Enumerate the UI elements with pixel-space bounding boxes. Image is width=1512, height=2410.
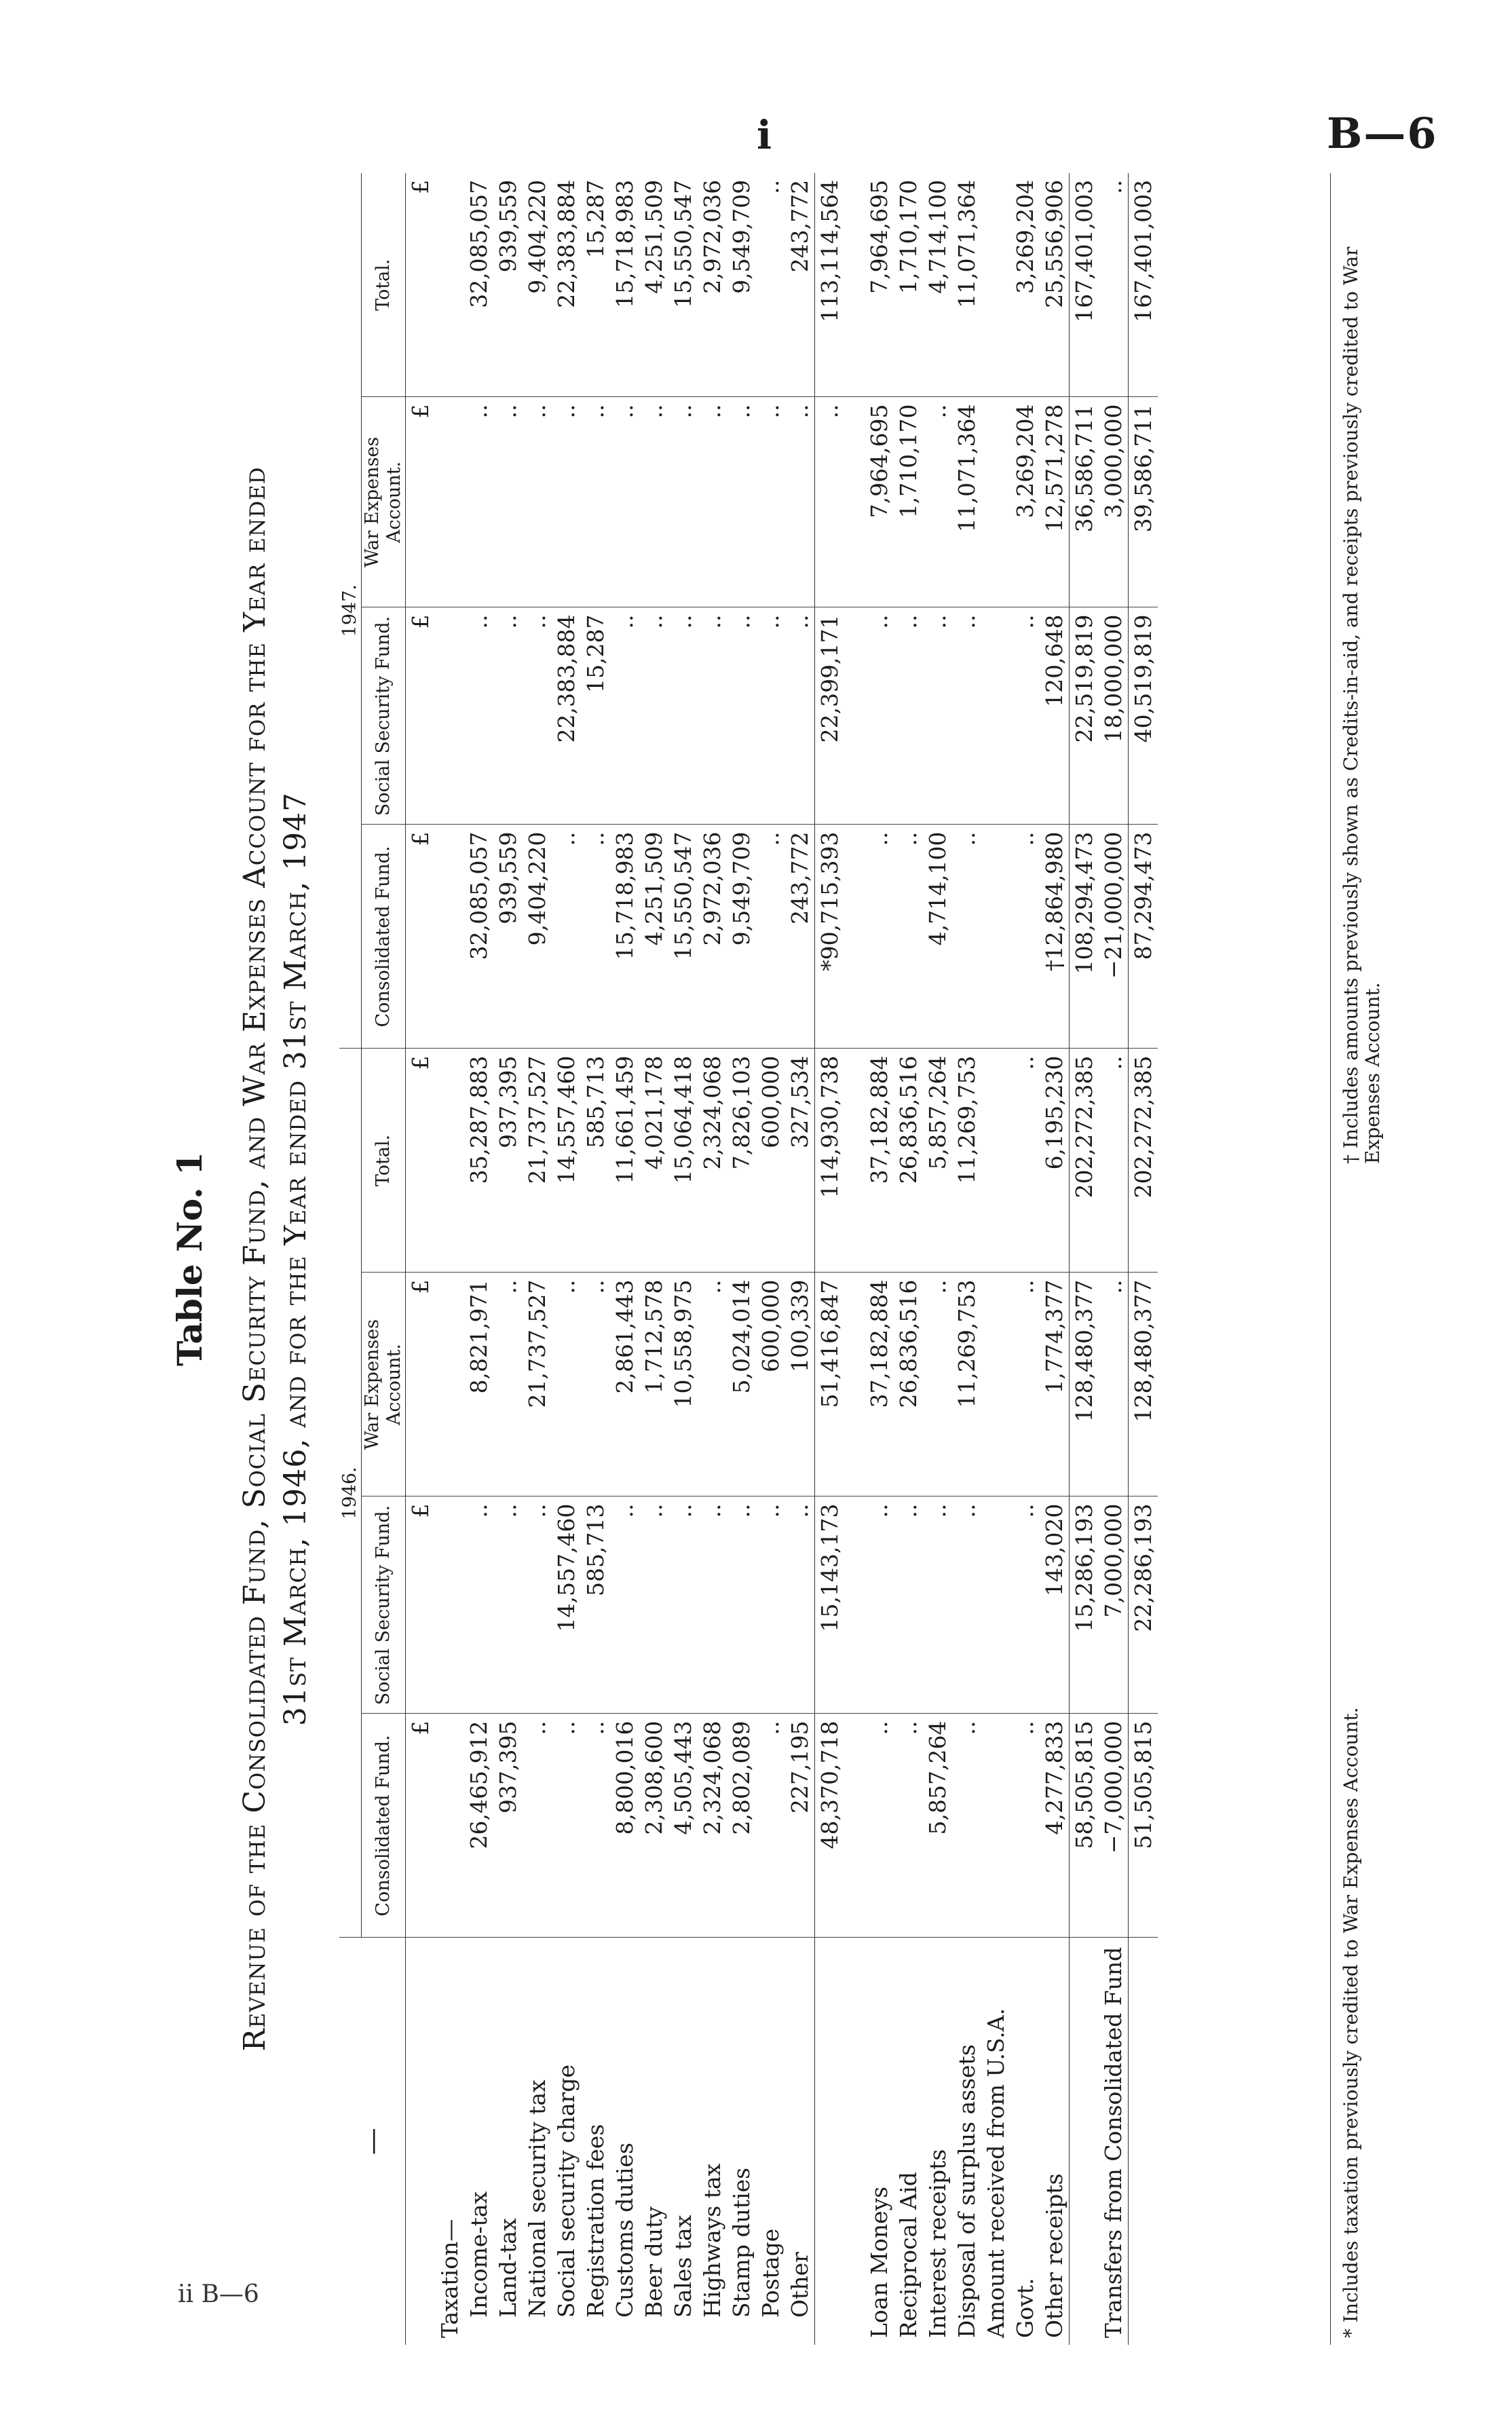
cell-s47: 15,287 <box>581 607 610 825</box>
table-title-line-1: Revenue of the Consolidated Fund, Social Security Fund, and War Expenses Account for the Year ended <box>238 466 272 2052</box>
row-label: Reciprocal Aid <box>895 2172 922 2338</box>
cell-t46: 15,064,418 <box>668 1049 698 1273</box>
cell-w46: 1,712,578 <box>639 1273 668 1496</box>
cell-t47: 3,269,204 <box>981 173 1040 397</box>
row-label: Interest receipts <box>924 2149 951 2338</box>
cell-s47: 40,519,819 <box>1129 607 1158 825</box>
cell-s46: .. <box>865 1496 894 1714</box>
taxation-row <box>523 173 552 2345</box>
cell-s46: .. <box>610 1496 639 1714</box>
cell-s47: .. <box>639 607 668 825</box>
taxation-row <box>785 173 815 2345</box>
cell-s47: .. <box>698 607 727 825</box>
footnote-star: * Includes taxation previously credited to War Expenses Account. <box>1340 1707 1362 2338</box>
col-war-1946: War Expenses Account. <box>362 1273 406 1496</box>
transfers-row <box>1099 173 1129 2345</box>
cell-s46: .. <box>727 1496 756 1714</box>
cell-t47: 15,287 <box>581 173 610 397</box>
cell-w46: .. <box>493 1273 523 1496</box>
cell-s46: 14,557,460 <box>552 1496 581 1714</box>
row-label: National security tax <box>524 2079 550 2318</box>
row-label: Land-tax <box>495 2218 521 2318</box>
cell-c47: −21,000,000 <box>1099 825 1129 1049</box>
cell-w47: 1,710,170 <box>894 397 923 607</box>
cell-c46: 227,195 <box>785 1714 815 1938</box>
cell-s47: .. <box>727 607 756 825</box>
row-label <box>815 1938 845 2345</box>
cell-t46: 35,287,883 <box>464 1049 493 1273</box>
cell-s46: .. <box>493 1496 523 1714</box>
row-label: Stamp duties <box>728 2167 755 2318</box>
row-label: Loan Moneys <box>866 2186 892 2338</box>
cell-c46: 51,505,815 <box>1129 1714 1158 1938</box>
pound-sign: £ <box>406 607 436 825</box>
cell-t47: 167,401,003 <box>1070 173 1099 397</box>
cell-w46: .. <box>552 1273 581 1496</box>
cell-c47: 15,550,547 <box>668 825 698 1049</box>
taxation-row <box>639 173 668 2345</box>
receipt-row <box>894 173 923 2345</box>
section-taxation-row <box>435 173 464 2345</box>
cell-t46: 7,826,103 <box>727 1049 756 1273</box>
cell-c46: .. <box>523 1714 552 1938</box>
cell-c47: .. <box>894 825 923 1049</box>
row-label <box>1129 1938 1158 2345</box>
cell-t46: 937,395 <box>493 1049 523 1273</box>
cell-s46: .. <box>523 1496 552 1714</box>
taxation-row <box>698 173 727 2345</box>
cell-s47: .. <box>756 607 785 825</box>
row-label: Registration fees <box>582 2124 609 2318</box>
cell-t47: 15,550,547 <box>668 173 698 397</box>
taxation-row <box>493 173 523 2345</box>
cell-t46: 11,661,459 <box>610 1049 639 1273</box>
cell-c46: 4,277,833 <box>1040 1714 1070 1938</box>
cell-c47: 9,549,709 <box>727 825 756 1049</box>
cell-w46: 26,836,516 <box>894 1273 923 1496</box>
cell-t47: 7,964,695 <box>865 173 894 397</box>
col-total-1947: Total. <box>362 173 406 397</box>
page-identifier: B—6 <box>1327 109 1438 158</box>
cell-s46: .. <box>668 1496 698 1714</box>
grand-total-row <box>1129 173 1158 2345</box>
cell-t47: 4,251,509 <box>639 173 668 397</box>
cell-w47: .. <box>698 397 727 607</box>
cell-s46: 585,713 <box>581 1496 610 1714</box>
row-label: Postage <box>757 2228 784 2318</box>
header-year-1947: 1947. <box>339 173 362 1049</box>
footer-reference: ii B—6 <box>178 2280 259 2308</box>
cell-t46: 600,000 <box>756 1049 785 1273</box>
cell-w46: 8,821,971 <box>464 1273 493 1496</box>
row-label: Highways tax <box>699 2163 725 2318</box>
cell-w46: .. <box>981 1273 1040 1496</box>
cell-c47: .. <box>865 825 894 1049</box>
row-label: Sales tax <box>670 2215 696 2318</box>
taxation-row <box>727 173 756 2345</box>
row-label: Customs duties <box>611 2143 638 2318</box>
col-war-1947: War Expenses Account. <box>362 397 406 607</box>
cell-w47: .. <box>493 397 523 607</box>
cell-c46: 8,800,016 <box>610 1714 639 1938</box>
cell-t47: 15,718,983 <box>610 173 639 397</box>
cell-w47: .. <box>727 397 756 607</box>
cell-w46: 1,774,377 <box>1040 1273 1070 1496</box>
taxation-row <box>464 173 493 2345</box>
cell-c47: .. <box>552 825 581 1049</box>
cell-w47: 12,571,278 <box>1040 397 1070 607</box>
cell-w47: 39,586,711 <box>1129 397 1158 607</box>
cell-t46: 21,737,527 <box>523 1049 552 1273</box>
cell-w47: 11,071,364 <box>952 397 981 607</box>
row-label: Income-tax <box>466 2191 492 2318</box>
cell-c47: .. <box>981 825 1040 1049</box>
cell-w47: .. <box>581 397 610 607</box>
cell-w46: .. <box>698 1273 727 1496</box>
row-label: Social security charge <box>553 2065 580 2318</box>
cell-t46: 202,272,385 <box>1129 1049 1158 1273</box>
cell-s46: 15,143,173 <box>815 1496 845 1714</box>
cell-c46: .. <box>581 1714 610 1938</box>
cell-s47: .. <box>668 607 698 825</box>
cell-s46: 15,286,193 <box>1070 1496 1099 1714</box>
cell-t47: 25,556,906 <box>1040 173 1070 397</box>
cell-w46: 21,737,527 <box>523 1273 552 1496</box>
cell-s47: 22,399,171 <box>815 607 845 825</box>
cell-c47: †12,864,980 <box>1040 825 1070 1049</box>
receipt-row <box>865 173 894 2345</box>
section-taxation-label: Taxation— <box>436 2219 463 2338</box>
cell-c47: *90,715,393 <box>815 825 845 1049</box>
cell-s47: .. <box>981 607 1040 825</box>
cell-w47: .. <box>756 397 785 607</box>
subtotal-row <box>1070 173 1099 2345</box>
cell-c47: 15,718,983 <box>610 825 639 1049</box>
receipt-row <box>923 173 952 2345</box>
cell-t46: 202,272,385 <box>1070 1049 1099 1273</box>
spacer-row <box>844 173 865 2345</box>
receipt-row <box>1040 173 1070 2345</box>
cell-w46: 5,024,014 <box>727 1273 756 1496</box>
cell-c46: 26,465,912 <box>464 1714 493 1938</box>
cell-s47: 22,383,884 <box>552 607 581 825</box>
cell-w46: 2,861,443 <box>610 1273 639 1496</box>
footnotes <box>1330 173 1384 2345</box>
pound-sign: £ <box>406 1496 436 1714</box>
cell-s46: .. <box>894 1496 923 1714</box>
cell-s47: 22,519,819 <box>1070 607 1099 825</box>
cell-w47: .. <box>610 397 639 607</box>
cell-c46: .. <box>756 1714 785 1938</box>
cell-c47: 9,404,220 <box>523 825 552 1049</box>
cell-s46: .. <box>923 1496 952 1714</box>
cell-w47: .. <box>668 397 698 607</box>
col-social-1946: Social Security Fund. <box>362 1496 406 1714</box>
cell-s46: .. <box>639 1496 668 1714</box>
cell-t47: .. <box>1099 173 1129 397</box>
cell-t47: 167,401,003 <box>1129 173 1158 397</box>
cell-t47: 32,085,057 <box>464 173 493 397</box>
cell-s47: 18,000,000 <box>1099 607 1129 825</box>
cell-t47: 1,710,170 <box>894 173 923 397</box>
taxation-subtotal-row <box>815 173 845 2345</box>
header-year-1946: 1946. <box>339 1049 362 1938</box>
cell-w47: 3,269,204 <box>981 397 1040 607</box>
cell-s46: .. <box>698 1496 727 1714</box>
cell-s47: .. <box>493 607 523 825</box>
cell-w47: .. <box>523 397 552 607</box>
cell-w46: 51,416,847 <box>815 1273 845 1496</box>
cell-t46: 14,557,460 <box>552 1049 581 1273</box>
cell-s47: .. <box>865 607 894 825</box>
cell-s46: .. <box>981 1496 1040 1714</box>
cell-c47: 108,294,473 <box>1070 825 1099 1049</box>
cell-t47: 9,549,709 <box>727 173 756 397</box>
cell-t47: 939,559 <box>493 173 523 397</box>
taxation-row <box>581 173 610 2345</box>
revenue-table <box>339 173 1158 2345</box>
cell-c47: .. <box>581 825 610 1049</box>
cell-s47: .. <box>464 607 493 825</box>
cell-c46: 2,324,068 <box>698 1714 727 1938</box>
cell-t47: 11,071,364 <box>952 173 981 397</box>
header-year-row <box>339 173 362 2345</box>
cell-t46: .. <box>981 1049 1040 1273</box>
cell-t46: 6,195,230 <box>1040 1049 1070 1273</box>
cell-c47: 87,294,473 <box>1129 825 1158 1049</box>
cell-c46: 2,802,089 <box>727 1714 756 1938</box>
cell-w47: .. <box>464 397 493 607</box>
cell-t47: 4,714,100 <box>923 173 952 397</box>
table-number: Table No. 1 <box>170 1152 210 1366</box>
cell-c46: .. <box>865 1714 894 1938</box>
cell-t47: 22,383,884 <box>552 173 581 397</box>
footnote-dagger: † Includes amounts previously shown as Credits-in-aid, and receipts previously credited to War Expenses Account. <box>1340 246 1384 1164</box>
row-label: Other receipts <box>1041 2173 1067 2338</box>
cell-t46: 11,269,753 <box>952 1049 981 1273</box>
cell-s47: .. <box>610 607 639 825</box>
cell-c46: .. <box>552 1714 581 1938</box>
table-title-line-2: 31st March, 1946, and for the Year ended 31st March, 1947 <box>278 791 313 1727</box>
cell-w46: 128,480,377 <box>1070 1273 1099 1496</box>
pound-sign: £ <box>406 1273 436 1496</box>
cell-c47: 32,085,057 <box>464 825 493 1049</box>
cell-w46: 11,269,753 <box>952 1273 981 1496</box>
cell-w47: .. <box>639 397 668 607</box>
cell-w46: .. <box>923 1273 952 1496</box>
cell-t47: 9,404,220 <box>523 173 552 397</box>
cell-w46: .. <box>581 1273 610 1496</box>
cell-w47: .. <box>785 397 815 607</box>
cell-t47: 2,972,036 <box>698 173 727 397</box>
cell-s47: 120,648 <box>1040 607 1070 825</box>
cell-c47: 4,251,509 <box>639 825 668 1049</box>
cell-t46: 4,021,178 <box>639 1049 668 1273</box>
cell-w46: 10,558,975 <box>668 1273 698 1496</box>
cell-c46: −7,000,000 <box>1099 1714 1129 1938</box>
pound-sign: £ <box>406 825 436 1049</box>
pound-sign-row <box>406 173 436 2345</box>
header-blank: — <box>339 1938 406 2345</box>
cell-s46: .. <box>952 1496 981 1714</box>
cell-s46: .. <box>785 1496 815 1714</box>
cell-t46: 26,836,516 <box>894 1049 923 1273</box>
pound-sign: £ <box>406 1714 436 1938</box>
taxation-row <box>552 173 581 2345</box>
receipt-row <box>952 173 981 2345</box>
page-numeral: i <box>757 112 772 158</box>
rotated-table-block <box>170 139 1405 2379</box>
cell-c46: 48,370,718 <box>815 1714 845 1938</box>
cell-w47: 7,964,695 <box>865 397 894 607</box>
cell-c46: 937,395 <box>493 1714 523 1938</box>
cell-s46: .. <box>756 1496 785 1714</box>
col-social-1947: Social Security Fund. <box>362 607 406 825</box>
cell-c47: 2,972,036 <box>698 825 727 1049</box>
cell-w47: .. <box>815 397 845 607</box>
cell-t46: 114,930,738 <box>815 1049 845 1273</box>
cell-t46: 585,713 <box>581 1049 610 1273</box>
cell-c47: .. <box>756 825 785 1049</box>
cell-s47: .. <box>785 607 815 825</box>
cell-w47: 3,000,000 <box>1099 397 1129 607</box>
cell-w47: .. <box>552 397 581 607</box>
cell-t47: .. <box>756 173 785 397</box>
row-label: Disposal of surplus assets <box>953 2044 980 2338</box>
cell-w46: 100,339 <box>785 1273 815 1496</box>
cell-c46: 58,505,815 <box>1070 1714 1099 1938</box>
cell-t47: 243,772 <box>785 173 815 397</box>
row-label: Other <box>787 2252 813 2318</box>
col-total-1946: Total. <box>362 1049 406 1273</box>
cell-c46: .. <box>894 1714 923 1938</box>
receipt-row <box>981 173 1040 2345</box>
taxation-row <box>668 173 698 2345</box>
pound-sign: £ <box>406 1049 436 1273</box>
cell-s46: 143,020 <box>1040 1496 1070 1714</box>
cell-t46: 37,182,884 <box>865 1049 894 1273</box>
cell-t47: 113,114,564 <box>815 173 845 397</box>
cell-c46: .. <box>952 1714 981 1938</box>
cell-w46: 600,000 <box>756 1273 785 1496</box>
cell-c47: 243,772 <box>785 825 815 1049</box>
cell-c46: 4,505,443 <box>668 1714 698 1938</box>
taxation-row <box>756 173 785 2345</box>
cell-s47: .. <box>923 607 952 825</box>
cell-w46: .. <box>1099 1273 1129 1496</box>
cell-s46: 22,286,193 <box>1129 1496 1158 1714</box>
cell-s47: .. <box>952 607 981 825</box>
cell-c47: 939,559 <box>493 825 523 1049</box>
cell-s46: 7,000,000 <box>1099 1496 1129 1714</box>
col-consolidated-1947: Consolidated Fund. <box>362 825 406 1049</box>
row-label: Amount received from U.S.A. Govt. <box>983 2008 1038 2338</box>
row-label: Transfers from Consolidated Fund <box>1100 1946 1127 2338</box>
cell-s47: .. <box>523 607 552 825</box>
pound-sign: £ <box>406 397 436 607</box>
cell-t46: 327,534 <box>785 1049 815 1273</box>
cell-s46: .. <box>464 1496 493 1714</box>
cell-t46: 2,324,068 <box>698 1049 727 1273</box>
cell-w46: 128,480,377 <box>1129 1273 1158 1496</box>
cell-c47: 4,714,100 <box>923 825 952 1049</box>
cell-s47: .. <box>894 607 923 825</box>
row-label <box>1070 1938 1099 2345</box>
cell-c47: .. <box>952 825 981 1049</box>
table-body <box>406 173 1158 2345</box>
pound-sign: £ <box>406 173 436 397</box>
cell-w47: 36,586,711 <box>1070 397 1099 607</box>
cell-c46: 2,308,600 <box>639 1714 668 1938</box>
col-consolidated-1946: Consolidated Fund. <box>362 1714 406 1938</box>
cell-t46: .. <box>1099 1049 1129 1273</box>
cell-c46: 5,857,264 <box>923 1714 952 1938</box>
row-label: Beer duty <box>641 2206 667 2318</box>
cell-w47: .. <box>923 397 952 607</box>
cell-c46: .. <box>981 1714 1040 1938</box>
cell-w46: 37,182,884 <box>865 1273 894 1496</box>
taxation-row <box>610 173 639 2345</box>
cell-t46: 5,857,264 <box>923 1049 952 1273</box>
